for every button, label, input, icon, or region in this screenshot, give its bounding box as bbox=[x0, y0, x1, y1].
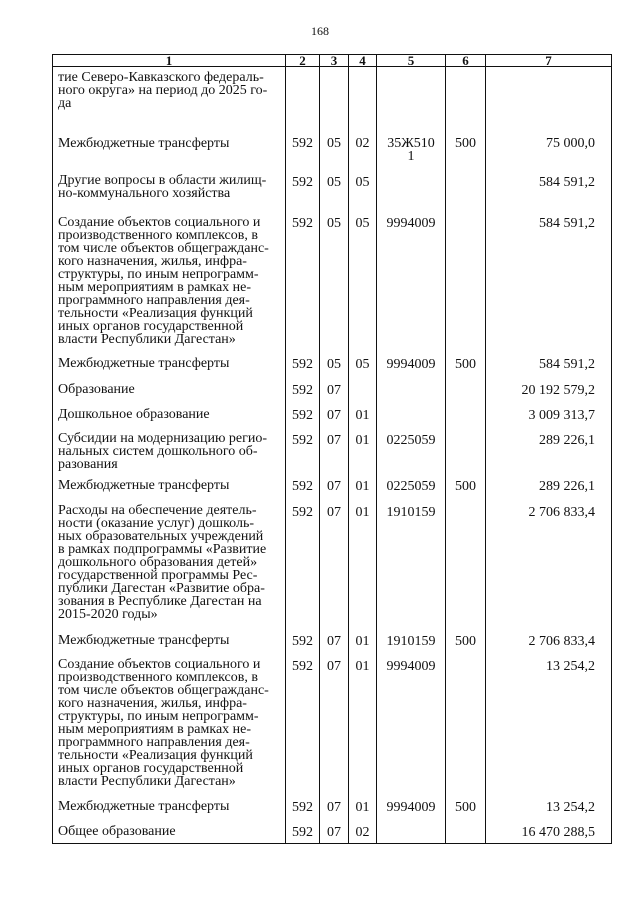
row-amount bbox=[486, 626, 612, 652]
row-amount bbox=[486, 376, 612, 401]
row-col-4-text: 01 bbox=[355, 633, 370, 649]
row-col-4-text: 02 bbox=[355, 824, 370, 840]
row-amount-text: 584 591,2 bbox=[539, 356, 595, 372]
row-name bbox=[53, 349, 286, 376]
row-col-2 bbox=[286, 498, 320, 626]
row-col-5-text: 1910159 bbox=[386, 633, 436, 649]
row-col-5 bbox=[377, 498, 446, 626]
row-col-5 bbox=[377, 626, 446, 652]
row-col-4 bbox=[349, 817, 377, 844]
table-row bbox=[53, 471, 612, 498]
row-col-5 bbox=[377, 792, 446, 817]
row-col-4 bbox=[349, 376, 377, 401]
row-amount-text: 584 591,2 bbox=[539, 215, 595, 231]
row-col-6-text: 500 bbox=[455, 478, 476, 494]
row-col-6 bbox=[446, 401, 486, 426]
table-row bbox=[53, 626, 612, 652]
row-col-3 bbox=[320, 124, 349, 168]
row-col-5 bbox=[377, 349, 446, 376]
row-col-4-text: 05 bbox=[355, 356, 370, 372]
row-col-6 bbox=[446, 208, 486, 349]
row-amount bbox=[486, 652, 612, 792]
header-cell: 6 bbox=[446, 55, 486, 67]
row-amount-text: 13 254,2 bbox=[546, 799, 595, 815]
row-col-4 bbox=[349, 124, 377, 168]
row-col-6 bbox=[446, 426, 486, 471]
row-name-text: Образование bbox=[58, 381, 135, 397]
row-col-5-text: 9994009 bbox=[386, 356, 436, 372]
row-name bbox=[53, 498, 286, 626]
row-col-3-text: 07 bbox=[327, 382, 341, 398]
row-col-6-text: 500 bbox=[455, 799, 476, 815]
row-col-3 bbox=[320, 67, 349, 124]
row-col-2-text: 592 bbox=[292, 658, 313, 674]
row-col-2 bbox=[286, 817, 320, 844]
row-name-text: Межбюджетные трансферты bbox=[58, 355, 230, 371]
row-name bbox=[53, 168, 286, 208]
row-col-3-text: 07 bbox=[327, 824, 341, 840]
row-col-2-text: 592 bbox=[292, 174, 313, 190]
row-name bbox=[53, 376, 286, 401]
row-col-2 bbox=[286, 67, 320, 124]
row-col-6-text: 500 bbox=[455, 633, 476, 649]
row-name bbox=[53, 792, 286, 817]
row-col-2-text: 592 bbox=[292, 215, 313, 231]
row-col-4 bbox=[349, 208, 377, 349]
row-name-text: Межбюджетные трансферты bbox=[58, 135, 230, 151]
header-cell: 7 bbox=[486, 55, 612, 67]
header-cell: 5 bbox=[377, 55, 446, 67]
row-col-3-text: 07 bbox=[327, 432, 341, 448]
row-col-4-text: 01 bbox=[355, 799, 370, 815]
row-amount-text: 3 009 313,7 bbox=[528, 407, 595, 423]
row-col-3-text: 07 bbox=[327, 633, 341, 649]
row-name bbox=[53, 817, 286, 844]
table-body bbox=[53, 67, 612, 844]
row-col-4-text: 01 bbox=[355, 504, 370, 520]
row-col-5 bbox=[377, 208, 446, 349]
row-name-text: Дошкольное образование bbox=[58, 406, 210, 422]
row-amount bbox=[486, 471, 612, 498]
row-name-text: Создание объектов социального и производственного комплексов, в том числе объектов общегражданс- кого назначения, жилья, инфра- структуры, по иным непрограмм- ным мероприятиям в рамках не- программного направления дея- тельности «Реализация функций иных органов государственной власти Республики Дагестан» bbox=[58, 214, 269, 347]
row-name bbox=[53, 471, 286, 498]
row-col-3 bbox=[320, 626, 349, 652]
row-name-text: Расходы на обеспечение деятель- ности (оказание услуг) дошколь- ных образовательных учреждений в рамках подпрограммы «Развитие дошкольного образования детей» государственной программы Рес- публики Дагестан «Развитие обра- зования в Республике Дагестан на 2015-2020 годы» bbox=[58, 502, 267, 622]
row-col-6 bbox=[446, 817, 486, 844]
header-cell: 3 bbox=[320, 55, 349, 67]
table-row bbox=[53, 124, 612, 168]
row-col-2 bbox=[286, 208, 320, 349]
row-name-text: Межбюджетные трансферты bbox=[58, 798, 230, 814]
row-name-text: Общее образование bbox=[58, 823, 176, 839]
row-col-6 bbox=[446, 124, 486, 168]
row-col-5 bbox=[377, 376, 446, 401]
row-col-2-text: 592 bbox=[292, 135, 313, 151]
table-row bbox=[53, 208, 612, 349]
row-col-5-text: 9994009 bbox=[386, 799, 436, 815]
row-col-3 bbox=[320, 817, 349, 844]
row-col-4 bbox=[349, 401, 377, 426]
row-col-3-text: 07 bbox=[327, 407, 341, 423]
row-col-4-text: 05 bbox=[355, 174, 370, 190]
row-amount-text: 289 226,1 bbox=[539, 478, 595, 494]
row-col-3-text: 07 bbox=[327, 799, 341, 815]
row-col-6 bbox=[446, 376, 486, 401]
row-col-2 bbox=[286, 426, 320, 471]
row-col-2-text: 592 bbox=[292, 356, 313, 372]
row-col-4 bbox=[349, 471, 377, 498]
row-col-4 bbox=[349, 498, 377, 626]
page-number: 168 bbox=[311, 24, 329, 38]
row-amount-text: 584 591,2 bbox=[539, 174, 595, 190]
row-col-5-text: 35Ж510 1 bbox=[387, 135, 435, 164]
row-col-4-text: 01 bbox=[355, 658, 370, 674]
row-amount-text: 13 254,2 bbox=[546, 658, 595, 674]
row-amount bbox=[486, 426, 612, 471]
table-row bbox=[53, 817, 612, 844]
row-col-2-text: 592 bbox=[292, 407, 313, 423]
table-row bbox=[53, 67, 612, 124]
row-name-text: Межбюджетные трансферты bbox=[58, 477, 230, 493]
row-name bbox=[53, 401, 286, 426]
row-amount-text: 16 470 288,5 bbox=[521, 824, 595, 840]
row-col-5 bbox=[377, 471, 446, 498]
table-row bbox=[53, 792, 612, 817]
row-col-3-text: 05 bbox=[327, 215, 341, 231]
row-name-text: тие Северо-Кавказского федераль- ного округа» на период до 2025 го- да bbox=[58, 70, 268, 111]
row-name-text: Создание объектов социального и производственного комплексов, в том числе объектов общегражданс- кого назначения, жилья, инфра- структуры, по иным непрограмм- ным мероприятиям в рамках не- программного направления дея- тельности «Реализация функций иных органов государственной власти Республики Дагестан» bbox=[58, 656, 269, 789]
row-col-5 bbox=[377, 401, 446, 426]
row-col-3 bbox=[320, 426, 349, 471]
row-col-4-text: 01 bbox=[355, 407, 370, 423]
row-col-3 bbox=[320, 498, 349, 626]
row-col-5-text: 9994009 bbox=[386, 658, 436, 674]
row-col-3 bbox=[320, 208, 349, 349]
row-col-4-text: 01 bbox=[355, 478, 370, 494]
row-col-2-text: 592 bbox=[292, 382, 313, 398]
row-col-3 bbox=[320, 376, 349, 401]
row-col-3-text: 05 bbox=[327, 135, 341, 151]
table-row bbox=[53, 349, 612, 376]
row-col-4-text: 02 bbox=[355, 135, 370, 151]
row-col-5 bbox=[377, 652, 446, 792]
row-col-6 bbox=[446, 792, 486, 817]
row-col-3 bbox=[320, 471, 349, 498]
row-amount-text: 20 192 579,2 bbox=[521, 382, 595, 398]
row-col-2-text: 592 bbox=[292, 824, 313, 840]
row-col-2 bbox=[286, 349, 320, 376]
row-col-5-text: 1910159 bbox=[386, 504, 436, 520]
row-col-6 bbox=[446, 168, 486, 208]
table-row bbox=[53, 498, 612, 626]
table-row bbox=[53, 426, 612, 471]
row-col-3 bbox=[320, 168, 349, 208]
row-col-4-text: 05 bbox=[355, 215, 370, 231]
row-name bbox=[53, 626, 286, 652]
row-col-4 bbox=[349, 426, 377, 471]
row-amount bbox=[486, 401, 612, 426]
row-name bbox=[53, 67, 286, 124]
header-cell: 2 bbox=[286, 55, 320, 67]
row-col-6 bbox=[446, 67, 486, 124]
header-cell: 4 bbox=[349, 55, 377, 67]
row-col-2 bbox=[286, 124, 320, 168]
row-amount bbox=[486, 168, 612, 208]
header-row bbox=[53, 55, 612, 67]
row-amount bbox=[486, 817, 612, 844]
row-col-3-text: 05 bbox=[327, 174, 341, 190]
row-name bbox=[53, 124, 286, 168]
row-amount bbox=[486, 67, 612, 124]
row-name-text: Субсидии на модернизацию регио- нальных систем дошкольного об- разования bbox=[58, 430, 268, 472]
row-amount bbox=[486, 349, 612, 376]
row-amount bbox=[486, 792, 612, 817]
row-col-5-text: 0225059 bbox=[386, 432, 436, 448]
row-col-6 bbox=[446, 498, 486, 626]
row-col-4 bbox=[349, 67, 377, 124]
row-name bbox=[53, 208, 286, 349]
row-col-4-text: 01 bbox=[355, 432, 370, 448]
row-col-6 bbox=[446, 626, 486, 652]
row-col-4 bbox=[349, 652, 377, 792]
row-col-2 bbox=[286, 401, 320, 426]
row-col-2 bbox=[286, 652, 320, 792]
row-amount bbox=[486, 208, 612, 349]
row-col-2 bbox=[286, 626, 320, 652]
row-col-3-text: 07 bbox=[327, 478, 341, 494]
row-amount bbox=[486, 124, 612, 168]
row-col-3-text: 07 bbox=[327, 504, 341, 520]
row-col-2-text: 592 bbox=[292, 504, 313, 520]
row-name bbox=[53, 426, 286, 471]
row-col-3 bbox=[320, 792, 349, 817]
row-col-6 bbox=[446, 471, 486, 498]
row-col-6 bbox=[446, 349, 486, 376]
row-col-5 bbox=[377, 426, 446, 471]
row-col-5-text: 0225059 bbox=[386, 478, 436, 494]
row-col-3-text: 07 bbox=[327, 658, 341, 674]
row-amount-text: 2 706 833,4 bbox=[528, 633, 595, 649]
row-name-text: Межбюджетные трансферты bbox=[58, 632, 230, 648]
row-amount bbox=[486, 498, 612, 626]
row-col-2-text: 592 bbox=[292, 633, 313, 649]
row-amount-text: 75 000,0 bbox=[546, 135, 595, 151]
row-col-5 bbox=[377, 124, 446, 168]
row-col-5 bbox=[377, 168, 446, 208]
row-name bbox=[53, 652, 286, 792]
row-col-6-text: 500 bbox=[455, 356, 476, 372]
row-col-3 bbox=[320, 349, 349, 376]
row-col-4 bbox=[349, 792, 377, 817]
row-col-3 bbox=[320, 652, 349, 792]
table-row bbox=[53, 168, 612, 208]
table-row bbox=[53, 401, 612, 426]
row-name-text: Другие вопросы в области жилищ- но-коммунального хозяйства bbox=[58, 172, 267, 201]
row-col-2 bbox=[286, 471, 320, 498]
row-col-6 bbox=[446, 652, 486, 792]
row-col-2-text: 592 bbox=[292, 478, 313, 494]
row-col-3 bbox=[320, 401, 349, 426]
row-col-3-text: 05 bbox=[327, 356, 341, 372]
row-col-6-text: 500 bbox=[455, 135, 476, 151]
header-cell: 1 bbox=[53, 55, 286, 67]
row-col-2 bbox=[286, 168, 320, 208]
row-amount-text: 289 226,1 bbox=[539, 432, 595, 448]
table-row bbox=[53, 652, 612, 792]
row-col-5 bbox=[377, 817, 446, 844]
row-col-5-text: 9994009 bbox=[386, 215, 436, 231]
row-col-5 bbox=[377, 67, 446, 124]
row-col-4 bbox=[349, 626, 377, 652]
row-col-4 bbox=[349, 349, 377, 376]
row-amount-text: 2 706 833,4 bbox=[528, 504, 595, 520]
table-row bbox=[53, 376, 612, 401]
row-col-4 bbox=[349, 168, 377, 208]
row-col-2 bbox=[286, 792, 320, 817]
row-col-2 bbox=[286, 376, 320, 401]
row-col-2-text: 592 bbox=[292, 799, 313, 815]
budget-table bbox=[52, 54, 612, 844]
row-col-2-text: 592 bbox=[292, 432, 313, 448]
